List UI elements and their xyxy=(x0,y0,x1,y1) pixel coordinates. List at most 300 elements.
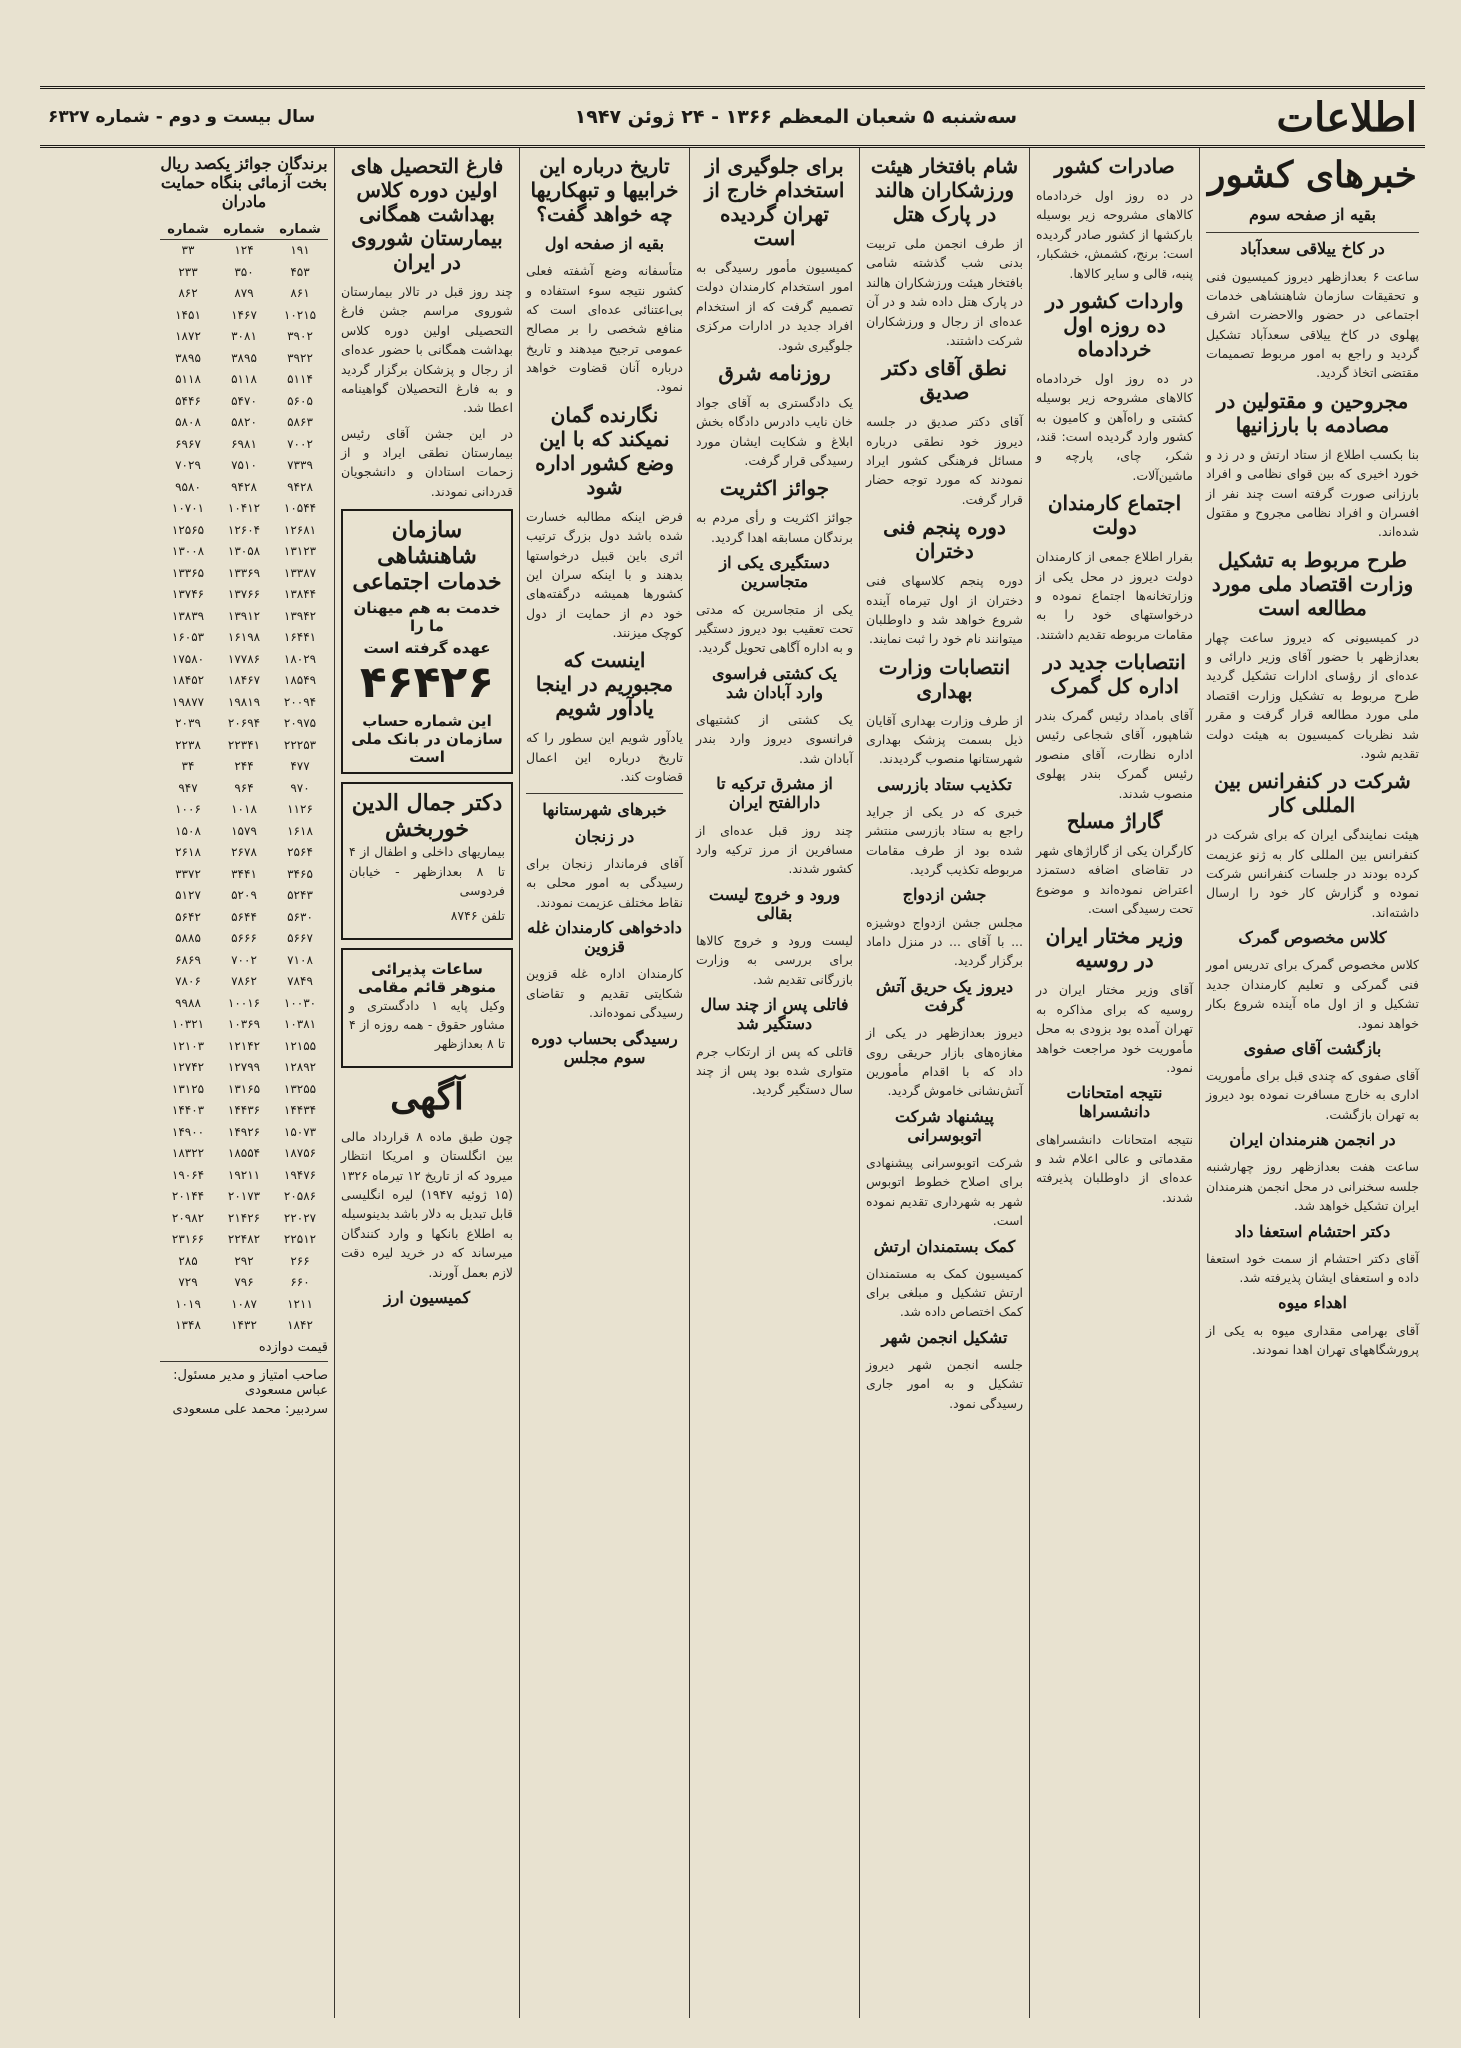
table-cell: ۲۹۲ xyxy=(234,1253,254,1268)
article-text: فرض اینکه مطالبه خسارت شده باشد دول بزرگ ترتیب اثری باین قبیل درخواستها بدهند و با اینکه سران این کشورها همیشه درگفته‌های خود دم از حمایت از دول کوچک میزنند. xyxy=(526,508,683,641)
table-row xyxy=(160,369,328,391)
headline: اینست که مجبوریم در اینجا یادآور شویم xyxy=(535,648,674,721)
table-row xyxy=(160,605,328,627)
table-cell: ۹۷۰ xyxy=(290,780,310,795)
headline: برای جلوگیری از استخدام خارج از تهران گردیده است xyxy=(704,154,845,250)
table-cell: ۷۸۶۲ xyxy=(231,974,257,989)
table-row xyxy=(160,928,328,950)
table-cell: ۲۲۵۱۲ xyxy=(283,1232,317,1247)
masthead xyxy=(40,86,1425,148)
column-3 xyxy=(859,148,1029,2018)
table-cell: ۱۵۰۷۳ xyxy=(283,1124,317,1139)
table-cell: ۳۳ xyxy=(181,243,195,258)
newspaper-page xyxy=(40,28,1425,2018)
table-cell: ۶۹۶۷ xyxy=(175,436,201,451)
table-cell: ۱۵۷۹ xyxy=(231,823,257,838)
table-row xyxy=(160,992,328,1014)
headline: نتیجه امتحانات دانشسراها xyxy=(1066,1083,1163,1122)
table-cell: ۱۸۷۲ xyxy=(175,329,201,344)
table-row xyxy=(160,562,328,584)
lottery-header-row xyxy=(160,220,328,240)
article-text: چند روز قبل در تالار بیمارستان شوروی مراسم جشن فارغ التحصیلی اولین دوره کلاس بهداشت همگانی با حضور عده‌ای از رجال و پزشکان برگزار گردید و به فارغ التحصیلان گواهینامه اعطا شد. xyxy=(341,284,513,416)
lottery-header: شماره xyxy=(272,220,328,240)
columns xyxy=(40,148,1425,2018)
table-cell: ۵۶۴۴ xyxy=(231,909,257,924)
headline: وزیر مختار ایران در روسیه xyxy=(1045,924,1184,973)
lottery-table xyxy=(160,220,328,1337)
table-cell: ۱۰۰۶ xyxy=(175,802,201,817)
table-cell: ۱۳۹۴۲ xyxy=(283,608,317,623)
table-cell: ۱۴۴۰۳ xyxy=(171,1103,205,1118)
table-cell: ۳۴۶۵ xyxy=(287,866,313,881)
article-text: نتیجه امتحانات دانشسراهای مقدماتی و عالی اعلام شد و عده‌ای از داوطلبان پذیرفته شدند. xyxy=(1036,1131,1193,1205)
table-cell: ۱۸۴۲ xyxy=(287,1318,313,1333)
table-cell: ۱۸۵۴۹ xyxy=(283,673,317,688)
article-text: از طرف انجمن ملی تربیت بدنی شب گذشته شامی بافتخار هیئت ورزشکاران هالند در پارک هتل داده شد و در آن عده‌ای از رجال و ورزشکاران شرکت داشتند. xyxy=(866,236,1023,348)
headline: پیشنهاد شرکت اتوبوسرانی xyxy=(895,1106,994,1145)
table-row xyxy=(160,584,328,606)
table-row xyxy=(160,433,328,455)
table-cell: ۱۵۰۸ xyxy=(175,823,201,838)
table-cell: ۱۹۴۷۶ xyxy=(283,1167,317,1182)
table-cell: ۱۳۱۶۵ xyxy=(227,1081,261,1096)
column-2 xyxy=(1029,148,1199,2018)
table-cell: ۲۳۱۶۶ xyxy=(171,1232,205,1247)
headline: فارغ التحصیل های اولین دوره کلاس بهداشت همگانی بیمارستان شوروی در ایران xyxy=(350,154,504,274)
table-cell: ۱۹۸۱۹ xyxy=(227,694,261,709)
table-cell: ۹۴۲۸ xyxy=(231,479,257,494)
column-4 xyxy=(689,148,859,2018)
table-cell: ۷۰۰۲ xyxy=(287,436,313,451)
column-5 xyxy=(519,148,689,2018)
table-cell: ۵۲۴۳ xyxy=(287,888,313,903)
article-text: جلسه انجمن شهر دیروز تشکیل و به امور جاری رسیدگی نمود. xyxy=(866,1357,1023,1411)
table-cell: ۵۶۳۰ xyxy=(287,909,313,924)
table-cell: ۲۴۴ xyxy=(234,759,254,774)
table-cell: ۹۹۸۸ xyxy=(175,995,201,1010)
table-cell: ۱۳۸۳۹ xyxy=(171,608,205,623)
table-row xyxy=(160,283,328,305)
headline: در انجمن هنرمندان ایران xyxy=(1229,1130,1396,1150)
table-cell: ۹۴۲۸ xyxy=(287,479,313,494)
lawyer-details: وکیل پایه ۱ دادگستری و مشاور حقوق - همه روزه از ۴ تا ۸ بعدازظهر xyxy=(349,997,505,1052)
table-cell: ۱۸۴۶۷ xyxy=(227,673,261,688)
headline: جوائز اکثریت xyxy=(719,476,830,501)
table-cell: ۱۳۳۶۹ xyxy=(227,565,261,580)
headline: در کاخ ییلاقی سعدآباد xyxy=(1240,239,1385,259)
table-row xyxy=(160,906,328,928)
table-cell: ۷۳۳۹ xyxy=(287,458,313,473)
table-row xyxy=(160,713,328,735)
table-cell: ۲۶۱۸ xyxy=(175,845,201,860)
table-cell: ۵۱۱۸ xyxy=(175,372,201,387)
table-cell: ۱۲۱۱ xyxy=(287,1296,313,1311)
table-cell: ۷۹۶ xyxy=(234,1275,254,1290)
article-text: جوائز اکثریت و رأی مردم به برندگان مسابقه اهدا گردید. xyxy=(696,510,853,545)
table-cell: ۱۰۳۸۱ xyxy=(283,1017,317,1032)
headline: از مشرق ترکیه تا دارالفتح ایران xyxy=(716,774,833,813)
table-row xyxy=(160,1014,328,1036)
article-text: یادآور شویم این سطور را که تاریخ درباره این اعمال قضاوت کند. xyxy=(526,730,683,785)
charity-title: سازمان شاهنشاهی خدمات اجتماعی xyxy=(352,517,502,596)
charity-subtitle: خدمت به هم میهنان ما را xyxy=(353,599,501,636)
table-cell: ۵۱۱۸ xyxy=(231,372,257,387)
account-number: ۴۶۴۲۶ xyxy=(359,657,495,709)
table-cell: ۵۸۶۳ xyxy=(287,415,313,430)
table-cell: ۱۲۷۴۲ xyxy=(171,1060,205,1075)
headline: جشن ازدواج xyxy=(902,885,987,905)
table-row xyxy=(160,1121,328,1143)
article-text: آقای بامداد رئیس گمرک بندر شاهپور، آقای شجاعی رئیس اداره نظارت، آقای منصور رئیس گمرک بندر پهلوی منصوب شدند. xyxy=(1036,708,1193,801)
table-cell: ۵۸۲۰ xyxy=(231,415,257,430)
table-row xyxy=(160,1293,328,1315)
table-cell: ۱۴۶۷ xyxy=(231,307,257,322)
article-text: یک کشتی از کشتیهای فرانسوی دیروز وارد بندر آبادان شد. xyxy=(696,712,853,766)
table-cell: ۱۴۴۳۴ xyxy=(283,1103,317,1118)
headline: دوره پنجم فنی دختران xyxy=(883,515,1006,564)
table-row xyxy=(160,842,328,864)
table-cell: ۹۵۸۰ xyxy=(175,479,201,494)
table-cell: ۱۱۲۶ xyxy=(287,802,313,817)
headline: شرکت در کنفرانس بین المللی کار xyxy=(1214,769,1411,818)
table-cell: ۱۸۳۲۲ xyxy=(171,1146,205,1161)
table-cell: ۱۴۹۲۶ xyxy=(227,1124,261,1139)
table-row xyxy=(160,1143,328,1165)
article-text: در کمیسیونی که دیروز ساعت چهار بعدازظهر با حضور آقای وزیر دارائی و عده‌ای از رؤسای ادارات تشکیل گردید طرح مربوط به تشکیل وزارت اقتصاد ملی مورد مطالعه قرار گرفت و مقرر شد نظریات کمیسیون به هیئت دولت تقدیم شود. xyxy=(1206,629,1419,761)
headline: طرح مربوط به تشکیل وزارت اقتصاد ملی مورد مطالعه است xyxy=(1211,547,1414,620)
article-text: آقای بهرامی مقداری میوه به یکی از پرورشگاههای تهران اهدا نمودند. xyxy=(1206,1322,1419,1357)
table-cell: ۱۲۱۴۲ xyxy=(227,1038,261,1053)
table-cell: ۱۷۷۸۶ xyxy=(227,651,261,666)
table-cell: ۱۰۳۲۱ xyxy=(171,1017,205,1032)
table-cell: ۳۸۹۵ xyxy=(231,350,257,365)
article-text: کلاس مخصوص گمرک برای تدریس امور فنی گمرکی و تعلیم کارمندان جدید تشکیل و از اول ماه آینده شروع بکار خواهد نمود. xyxy=(1206,957,1419,1031)
column-7 xyxy=(154,148,334,2018)
table-cell: ۱۳۷۴۶ xyxy=(171,587,205,602)
table-cell: ۱۳۴۸ xyxy=(175,1318,201,1333)
table-cell: ۱۰۱۸ xyxy=(231,802,257,817)
account-caption: این شماره حساب سازمان در بانک ملی است xyxy=(351,712,503,767)
article-text: شرکت اتوبوسرانی پیشنهادی برای اصلاح خطوط اتوبوس شهر به شهرداری تقدیم نموده است. xyxy=(866,1155,1023,1229)
table-cell: ۵۲۰۹ xyxy=(231,888,257,903)
table-cell: ۱۲۶۰۴ xyxy=(227,522,261,537)
table-cell: ۲۲۴۸۲ xyxy=(227,1232,261,1247)
charity-box xyxy=(341,509,513,774)
table-cell: ۱۰۴۱۲ xyxy=(227,501,261,516)
section-subtitle: بقیه از صفحه اول xyxy=(544,234,665,253)
article-text: در ده روز اول خردادماه کالاهای مشروحه زیر بوسیله بارکشها از کشور صادر گردیده است: برنج، کشمش، خشکبار، پنبه، قالی و سایر کالاها. xyxy=(1036,188,1193,281)
headline: خبرهای شهرستانها xyxy=(542,799,667,819)
table-cell: ۷۰۰۲ xyxy=(231,952,257,967)
table-cell: ۱۸۴۵۲ xyxy=(171,673,205,688)
article-text: بقرار اطلاع جمعی از کارمندان دولت دیروز در محل یکی از وزارتخانه‌ها اجتماع نموده و درخواستهای خود را به مقامات مربوطه تقدیم داشتند. xyxy=(1036,549,1193,642)
headline: کلاس مخصوص گمرک xyxy=(1238,928,1387,948)
divider xyxy=(160,1361,328,1362)
headline: انتصابات وزارت بهداری xyxy=(878,654,1011,703)
headline: ورود و خروج لیست بقالی xyxy=(708,884,841,923)
table-cell: ۳۸۹۵ xyxy=(175,350,201,365)
table-cell: ۳۳۷۲ xyxy=(175,866,201,881)
table-cell: ۲۲۳۴۱ xyxy=(227,737,261,752)
table-row xyxy=(160,1100,328,1122)
headline: تشکیل انجمن شهر xyxy=(881,1327,1008,1347)
table-row xyxy=(160,1250,328,1272)
table-row xyxy=(160,863,328,885)
table-cell: ۵۸۰۸ xyxy=(175,415,201,430)
table-cell: ۲۲۲۵۳ xyxy=(283,737,317,752)
article-text: چند روز قبل عده‌ای از مسافرین از مرز ترکیه وارد کشور شدند. xyxy=(696,822,853,877)
article-text: کارگران یکی از گاراژهای شهر در تقاضای اضافه دستمزد اعتراض نموده‌اند و موضوع تحت رسیدگی است. xyxy=(1036,842,1193,916)
table-cell: ۲۶۷۸ xyxy=(231,845,257,860)
table-cell: ۱۶۱۸ xyxy=(287,823,313,838)
table-cell: ۱۶۰۵۳ xyxy=(171,630,205,645)
lawyer-title: ساعات پذیرائی منوهر قائم مقامی xyxy=(357,959,497,996)
table-cell: ۲۵۶۴ xyxy=(287,845,313,860)
table-cell: ۷۵۱۰ xyxy=(231,458,257,473)
article-text: یک دادگستری به آقای جواد خان نایب دادرس دادگاه بخش ابلاغ و شکایت ایشان مورد رسیدگی قرار گرفت. xyxy=(696,394,853,468)
doctor-details: بیماریهای داخلی و اطفال از ۴ تا ۸ بعدازظهر - خیابان فردوسی xyxy=(349,844,505,898)
table-row xyxy=(160,885,328,907)
notice-text: چون طبق ماده ۸ قرارداد مالی بین انگلستان و امریکا انتظار میرود که از تاریخ ۱۲ تیرماه ۱۳۲۶ (۱۵ ژوئیه ۱۹۴۷) لیره انگلیسی قابل تبدیل به دلار باشد بدینوسیله به اطلاع بانکها و وارد کنندگان میرساند که در خرید لیره دقت لازم بعمل آورند. xyxy=(341,1128,513,1280)
table-cell: ۳۴ xyxy=(181,759,195,774)
table-row xyxy=(160,1207,328,1229)
table-cell: ۱۰۱۹ xyxy=(175,1296,201,1311)
table-cell: ۳۹۲۲ xyxy=(287,350,313,365)
table-row xyxy=(160,261,328,283)
headline: اجتماع کارمندان دولت xyxy=(1047,491,1182,540)
table-cell: ۱۳۷۶۶ xyxy=(227,587,261,602)
table-row xyxy=(160,1186,328,1208)
table-cell: ۱۲۴ xyxy=(234,243,254,258)
table-cell: ۱۴۴۳۶ xyxy=(227,1103,261,1118)
table-row xyxy=(160,971,328,993)
article-text: دوره پنجم کلاسهای فنی دختران از اول تیرماه آینده شروع خواهد شد و داوطلبان میتوانند نام خود را ثبت نمایند. xyxy=(866,573,1023,647)
article-text: کمیسیون کمک به مستمندان ارتش تشکیل و مبلغی برای کمک اختصاص داده شد. xyxy=(866,1265,1023,1320)
publisher-line: صاحب امتیاز و مدیر مسئول: عباس مسعودی xyxy=(173,1368,328,1399)
table-cell: ۱۲۱۰۳ xyxy=(171,1038,205,1053)
notice-title: آگهی xyxy=(390,1075,464,1118)
doctor-name: دکتر جمال الدین خوربخش xyxy=(351,790,503,843)
divider xyxy=(1206,232,1419,233)
table-cell: ۳۴۴۱ xyxy=(231,866,257,881)
table-cell: ۲۱۴۲۶ xyxy=(227,1210,261,1225)
headline: یک کشتی فراسوی وارد آبادان شد xyxy=(711,663,838,702)
table-cell: ۲۸۵ xyxy=(178,1253,198,1268)
doctor-phone: تلفن ۸۷۴۶ xyxy=(450,908,505,924)
table-cell: ۱۳۱۲۳ xyxy=(283,544,317,559)
lottery-body xyxy=(160,239,328,1336)
article-text: آقای دکتر صدیق در جلسه دیروز خود نطقی درباره مسائل فرهنگی کشور ایراد نمودند که مورد توجه حضار قرار گرفت. xyxy=(866,414,1023,507)
article-text: آقای فرماندار زنجان برای رسیدگی به امور محلی به نقاط مختلف عزیمت نمودند. xyxy=(526,855,683,910)
headline: نطق آقای دکتر صدیق xyxy=(882,356,1007,405)
headline: تاریخ درباره این خرابیها و تبهکاریها چه خواهد گفت؟ xyxy=(530,154,679,226)
table-cell: ۱۲۷۹۹ xyxy=(227,1060,261,1075)
table-row xyxy=(160,541,328,563)
table-row xyxy=(160,648,328,670)
table-cell: ۵۶۶۶ xyxy=(231,931,257,946)
section-subtitle: بقیه از صفحه سوم xyxy=(1249,205,1376,225)
column-1 xyxy=(1199,148,1425,2018)
doctor-ad-box xyxy=(341,782,513,940)
article-text: متأسفانه وضع آشفته فعلی کشور نتیجه سوء استفاده و بی‌اعتنائی عده‌ای است که منافع شخصی را بر مصالح عمومی ترجیح میدهند و تاریخ درباره آنان قضاوت خواهد نمود. xyxy=(526,263,683,395)
headline: کمک بستمندان ارتش xyxy=(873,1236,1016,1256)
table-cell: ۲۰۱۷۳ xyxy=(227,1189,261,1204)
table-cell: ۱۷۵۸۰ xyxy=(171,651,205,666)
table-footer: قیمت دوازده xyxy=(258,1340,328,1356)
column-6 xyxy=(334,148,519,2018)
table-row xyxy=(160,670,328,692)
table-row xyxy=(160,1035,328,1057)
table-cell: ۱۰۰۳۰ xyxy=(283,995,317,1010)
headline: دستگیری یکی از متجاسرین xyxy=(719,553,830,592)
table-cell: ۱۳۳۸۷ xyxy=(283,565,317,580)
article-text: ساعت هفت بعدازظهر روز چهارشنبه جلسه سخنرانی در محل انجمن هنرمندان ایران تشکیل خواهد شد. xyxy=(1206,1159,1419,1214)
charity-subtitle-2: عهده گرفته است xyxy=(363,639,491,658)
headline: واردات کشور در ده روزه اول خردادماه xyxy=(1045,288,1184,361)
table-cell: ۴۵۳ xyxy=(290,264,310,279)
table-cell: ۱۹۱ xyxy=(290,243,310,258)
editor-line: سردبیر: محمد علی مسعودی xyxy=(172,1402,328,1418)
article-text: ساعت ۶ بعدازظهر دیروز کمیسیون فنی و تحقیقات سازمان شاهنشاهی خدمات اجتماعی در حضور والاحضرت اشرف پهلوی در کاخ ییلاقی سعدآباد تشکیل گردید و راجع به امور مربوط تصمیمات مقتضی اتخاذ گردید. xyxy=(1206,268,1419,381)
headline: اهداء میوه xyxy=(1278,1293,1347,1313)
article-text: از طرف وزارت بهداری آقایان ذیل بسمت پزشک بهداری شهرستانها منصوب گردیدند. xyxy=(866,712,1023,767)
table-row xyxy=(160,627,328,649)
article-text: کمیسیون مأمور رسیدگی به امور استخدام کارمندان دولت تصمیم گرفت که از استخدام افراد جدید در ادارات مرکزی جلوگیری شود. xyxy=(696,260,853,353)
table-row xyxy=(160,347,328,369)
article-text: هیئت نمایندگی ایران که برای شرکت در کنفرانس بین المللی کار به ژنو عزیمت کرده بودند در جلسات کنفرانس شرکت نموده و گزارش کار خود را ارسال داشته‌اند. xyxy=(1206,827,1419,920)
table-cell: ۱۶۴۴۱ xyxy=(283,630,317,645)
table-cell: ۲۰۰۹۴ xyxy=(283,694,317,709)
table-cell: ۱۸۰۲۹ xyxy=(283,651,317,666)
table-cell: ۱۰۸۷ xyxy=(231,1296,257,1311)
table-cell: ۲۳۳ xyxy=(178,264,198,279)
article-text: در ده روز اول خردادماه کالاهای مشروحه زیر بوسیله کشتی و راه‌آهن و کامیون به کشور وارد گردیده است: قند، شکر، چای، پارچه و ماشین‌آلات. xyxy=(1036,370,1193,483)
table-cell: ۳۰۸۱ xyxy=(231,329,257,344)
table-cell: ۲۰۳۹ xyxy=(175,716,201,731)
headline: نگارنده گمان نمیکند که با این وضع کشور اداره شود xyxy=(535,402,674,499)
table-cell: ۱۳۰۵۸ xyxy=(227,544,261,559)
table-cell: ۷۰۲۹ xyxy=(175,458,201,473)
table-row xyxy=(160,949,328,971)
table-row xyxy=(160,519,328,541)
table-cell: ۱۰۰۱۶ xyxy=(227,995,261,1010)
table-cell: ۶۸۶۹ xyxy=(175,952,201,967)
table-cell: ۲۶۶ xyxy=(290,1253,310,1268)
headline: دیروز یک حریق آتش گرفت xyxy=(875,976,1014,1015)
article-text: خبری که در یکی از جراید راجع به ستاد بازرسی منتشر شده بود از طرف مقامات مربوطه تکذیب گردید. xyxy=(866,803,1023,878)
table-cell: ۸۶۲ xyxy=(178,286,198,301)
table-cell: ۱۰۲۱۵ xyxy=(283,307,317,322)
table-row xyxy=(160,756,328,778)
table-cell: ۲۲۳۸ xyxy=(175,737,201,752)
headline: بازگشت آقای صفوی xyxy=(1243,1038,1382,1058)
table-cell: ۱۲۸۹۲ xyxy=(283,1060,317,1075)
table-cell: ۸۶۱ xyxy=(290,286,310,301)
table-row xyxy=(160,455,328,477)
table-cell: ۵۶۴۲ xyxy=(175,909,201,924)
table-row xyxy=(160,498,328,520)
table-cell: ۱۸۷۵۶ xyxy=(283,1146,317,1161)
table-row xyxy=(160,820,328,842)
table-row xyxy=(160,691,328,713)
table-cell: ۲۰۵۸۶ xyxy=(283,1189,317,1204)
table-cell: ۳۵۰ xyxy=(234,264,254,279)
table-cell: ۱۲۱۵۵ xyxy=(283,1038,317,1053)
article-text: مجلس جشن ازدواج دوشیزه ... با آقای ... در منزل داماد برگزار گردید. xyxy=(866,914,1023,969)
table-row xyxy=(160,799,328,821)
article-text: دیروز بعدازظهر در یکی از مغازه‌های بازار حریقی روی داد که با اقدام مأمورین آتش‌نشانی خاموش گردید. xyxy=(866,1025,1023,1099)
headline: روزنامه شرق xyxy=(718,360,831,385)
table-cell: ۲۰۱۴۴ xyxy=(171,1189,205,1204)
table-cell: ۱۳۱۲۵ xyxy=(171,1081,205,1096)
table-cell: ۱۳۹۱۲ xyxy=(227,608,261,623)
table-cell: ۷۸۰۶ xyxy=(175,974,201,989)
article-text: آقای دکتر احتشام از سمت خود استعفا داده و استعفای ایشان پذیرفته شد. xyxy=(1206,1250,1419,1286)
headline: دادخواهی کارمندان غله قزوین xyxy=(527,918,682,957)
table-cell: ۱۰۵۴۴ xyxy=(283,501,317,516)
table-row xyxy=(160,1272,328,1294)
section-title: خبرهای کشور xyxy=(1208,154,1417,196)
article-text: در این جشن آقای رئیس بیمارستان نطقی ایراد و از زحمات استادان و دانشجویان قدردانی نمودند. xyxy=(341,425,513,499)
table-cell: ۱۹۰۶۴ xyxy=(171,1167,205,1182)
table-cell: ۵۸۸۵ xyxy=(175,931,201,946)
table-cell: ۵۴۷۰ xyxy=(231,393,257,408)
table-row xyxy=(160,1057,328,1079)
article-text: آقای وزیر مختار ایران در روسیه که برای مذاکره به تهران آمده بود بزودی به محل مأموریت خود مراجعت خواهد نمود. xyxy=(1036,982,1193,1075)
headline: تکذیب ستاد بازرسی xyxy=(877,774,1012,794)
table-row xyxy=(160,1078,328,1100)
table-cell: ۱۰۷۰۱ xyxy=(171,501,205,516)
table-cell: ۱۲۶۸۱ xyxy=(283,522,317,537)
paper-name: اطلاعات xyxy=(1276,93,1417,141)
table-row xyxy=(160,734,328,756)
table-cell: ۴۷۷ xyxy=(290,759,310,774)
table-cell: ۵۴۴۶ xyxy=(175,393,201,408)
table-cell: ۸۷۹ xyxy=(234,286,254,301)
table-row xyxy=(160,1229,328,1251)
table-cell: ۵۱۱۴ xyxy=(287,372,313,387)
table-cell: ۱۳۰۰۸ xyxy=(171,544,205,559)
table-cell: ۷۲۹ xyxy=(178,1275,198,1290)
table-cell: ۲۰۹۸۲ xyxy=(171,1210,205,1225)
table-cell: ۲۰۶۹۴ xyxy=(227,716,261,731)
table-row xyxy=(160,326,328,348)
table-cell: ۲۰۹۷۵ xyxy=(283,716,317,731)
table-cell: ۱۲۵۶۵ xyxy=(171,522,205,537)
table-cell: ۹۴۷ xyxy=(178,780,198,795)
table-cell: ۹۶۴ xyxy=(234,780,254,795)
table-row xyxy=(160,1315,328,1337)
headline: رسیدگی بحساب دوره سوم مجلس xyxy=(531,1028,678,1067)
article-text: کارمندان اداره غله قزوین شکایتی تقدیم و تقاضای رسیدگی نموده‌اند. xyxy=(526,966,683,1021)
table-row xyxy=(160,390,328,412)
table-row xyxy=(160,777,328,799)
lawyer-ad-box xyxy=(341,948,513,1068)
lottery-title: برندگان جوائز یکصد ریال بخت آزمائی بنگاه حمایت مادران xyxy=(160,154,328,212)
table-row xyxy=(160,412,328,434)
table-row xyxy=(160,239,328,261)
article-text: یکی از متجاسرین که مدتی تحت تعقیب بود دیروز دستگیر و به اداره آگاهی تحویل گردید. xyxy=(696,601,853,656)
table-cell: ۱۹۲۱۱ xyxy=(227,1167,261,1182)
table-cell: ۵۶۰۵ xyxy=(287,393,313,408)
headline: فاتلی پس از چند سال دستگیر شد xyxy=(700,995,849,1034)
headline: مجروحین و مقتولین در مصادمه با بارزانیها xyxy=(1216,388,1409,437)
table-cell: ۱۸۵۵۴ xyxy=(227,1146,261,1161)
table-cell: ۱۳۲۵۵ xyxy=(283,1081,317,1096)
article-text: بنا بکسب اطلاع از ستاد ارتش و در زد و خورد اخیری که بین قوای نظامی و افراد بارزانی صورت گرفته است چند نفر از افسران و افراد نظامی مجروح و مقتول شده‌اند. xyxy=(1206,446,1419,540)
table-cell: ۱۴۳۲ xyxy=(231,1318,257,1333)
article-text: لیست ورود و خروج کالاها برای بررسی به وزارت بازرگانی تقدیم شد. xyxy=(696,933,853,987)
